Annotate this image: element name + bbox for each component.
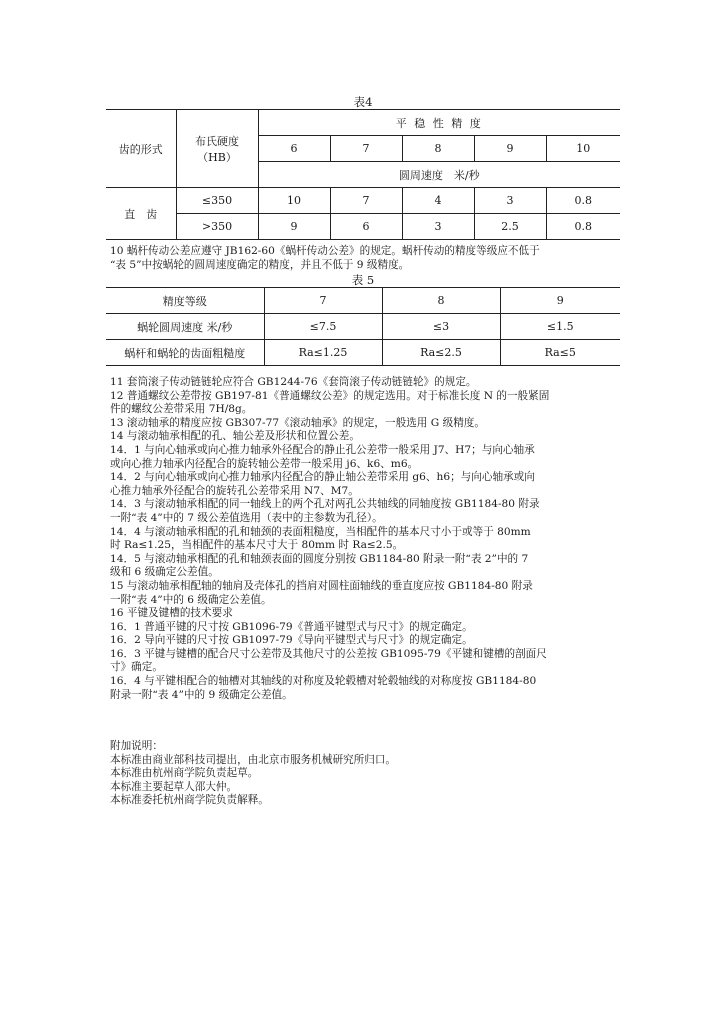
- text-line: 11 套筒滚子传动链链轮应符合 GB1244-76《套筒滚子传动链链轮》的规定。: [110, 376, 477, 388]
- text-line: 一附“表 4”中的 6 级确定公差值。: [110, 593, 272, 606]
- table4-cell: 2.5: [474, 214, 546, 240]
- text-line: 心推力轴承外径配合的旋转孔公差带采用 N7、M7。: [110, 484, 359, 497]
- clause-10: [110, 245, 618, 272]
- table5-row-label: 蜗轮圆周速度 米/秒: [106, 314, 264, 340]
- table4-cell: 0.8: [546, 214, 620, 240]
- text-line: 寸》确定。: [110, 661, 163, 674]
- table4-grade: 6: [258, 136, 330, 162]
- text-line: 10 蜗杆传动公差应遵守 JB162-60《蜗杆传动公差》的规定。蜗杆传动的精度等级应不低于: [110, 245, 540, 257]
- text-line: 15 与滚动轴承相配轴的轴肩及壳体孔的挡肩对圆柱面轴线的垂直度应按 GB1184-80 附录: [110, 579, 533, 592]
- table5-cell: 8: [382, 288, 500, 314]
- table5-cell: ≤1.5: [500, 314, 620, 340]
- table4-col-hardness-line1: 布氏硬度: [195, 134, 239, 148]
- additional-notes: [110, 740, 618, 808]
- table4-grade: 8: [402, 136, 474, 162]
- table4-cell: 10: [258, 188, 330, 214]
- text-line: 16．4 与平键相配合的轴槽对其轴线的对称度及轮毂槽对轮毂轴线的对称度按 GB1184-80: [110, 675, 537, 688]
- table4-col-hardness-line2: （HB）: [197, 150, 237, 164]
- text-line: 14．1 与向心轴承或向心推力轴承外径配合的静止孔公差带一般采用 J7、H7；与向心轴承: [110, 443, 535, 456]
- text-line: 14 与滚动轴承相配的孔、轴公差及形状和位置公差。: [110, 430, 360, 443]
- text-line: 件的螺纹公差带采用 7H/8g。: [110, 403, 253, 416]
- text-line: 14．5 与滚动轴承相配的孔和轴颈表面的圆度分别按 GB1184-80 附录一附“表 2”中的 7: [110, 552, 529, 565]
- table4-cell: 6: [330, 214, 402, 240]
- table4-grade: 7: [330, 136, 402, 162]
- text-line: 16．1 普通平键的尺寸按 GB1096-79《普通平键型式与尺寸》的规定确定。: [110, 620, 473, 633]
- text-line: 一附“表 4”中的 7 级公差值选用（表中的主参数为孔径）。: [110, 511, 383, 524]
- text-line: 本标准主要起草人邵大仲。: [110, 780, 238, 793]
- table4-speed-label: 圆周速度 米/秒: [258, 162, 620, 188]
- table4-grade: 10: [546, 136, 620, 162]
- text-line: “表 5”中按蜗轮的圆周速度确定的精度，并且不低于 9 级精度。: [110, 258, 410, 271]
- table5-row-label: 蜗杆和蜗轮的齿面粗糙度: [106, 340, 264, 366]
- text-line: 16．3 平键与键槽的配合尺寸公差带及其他尺寸的公差按 GB1095-79《平键和键槽的剖面尺: [110, 647, 547, 660]
- table4-hardness: ≤350: [176, 188, 258, 214]
- table5-cell: ≤3: [382, 314, 500, 340]
- table4: [106, 109, 620, 240]
- table5-cell: ≤7.5: [264, 314, 382, 340]
- table5-cell: Ra≤2.5: [382, 340, 500, 366]
- text-line: 本标准由杭州商学院负责起草。: [110, 767, 259, 780]
- table4-col-hardness: [176, 110, 258, 188]
- text-line: 时 Ra≤1.25，当相配件的基本尺寸大于 80mm 时 Ra≤2.5。: [110, 539, 404, 552]
- table5-row-label: 精度等级: [106, 288, 264, 314]
- table5-cell: 9: [500, 288, 620, 314]
- table5: [106, 287, 620, 366]
- text-line: 14．4 与滚动轴承相配的孔和轴颈的表面粗糙度，当相配件的基本尺寸小于或等于 80mm: [110, 525, 531, 538]
- notes-heading: 附加说明：: [110, 740, 163, 752]
- table4-hardness: >350: [176, 214, 258, 240]
- text-line: 16 平键及键槽的技术要求: [110, 607, 233, 620]
- table4-cell: 7: [330, 188, 402, 214]
- text-line: 或向心推力轴承内径配合的旋转轴公差带一般采用 j6、k6、m6。: [110, 457, 419, 470]
- table4-cell: 3: [474, 188, 546, 214]
- text-line: 13 滚动轴承的精度应按 GB307-77《滚动轴承》的规定，一般选用 G 级精度。: [110, 416, 485, 429]
- table5-cell: 7: [264, 288, 382, 314]
- table4-row-group: 直 齿: [106, 188, 176, 240]
- table4-cell: 4: [402, 188, 474, 214]
- table4-cell: 9: [258, 214, 330, 240]
- text-line: 本标准委托杭州商学院负责解释。: [110, 794, 269, 807]
- text-line: 本标准由商业部科技司提出，由北京市服务机械研究所归口。: [110, 753, 397, 766]
- table4-group-header: 平 稳 性 精 度: [258, 110, 620, 136]
- text-line: 级和 6 级确定公差值。: [110, 566, 219, 579]
- table5-caption: 表 5: [351, 273, 375, 287]
- table4-cell: 3: [402, 214, 474, 240]
- text-line: 14．3 与滚动轴承相配的同一轴线上的两个孔对两孔公共轴线的同轴度按 GB1184-80 附录: [110, 498, 540, 511]
- table5-cell: Ra≤5: [500, 340, 620, 366]
- text-line: 附录一附“表 4”中的 9 级确定公差值。: [110, 688, 293, 701]
- text-line: 16．2 导向平键的尺寸按 GB1097-79《导向平键型式与尺寸》的规定确定。: [110, 634, 473, 647]
- table5-cell: Ra≤1.25: [264, 340, 382, 366]
- text-line: 12 普通螺纹公差带按 GB197-81《普通螺纹公差》的规定选用。对于标准长度 N 的一般紧固: [110, 389, 550, 402]
- clauses-body: [110, 376, 618, 702]
- table4-col-form: 齿的形式: [118, 142, 163, 156]
- table4-caption: 表4: [353, 95, 373, 109]
- table4-grade: 9: [474, 136, 546, 162]
- table4-cell: 0.8: [546, 188, 620, 214]
- text-line: 14．2 与向心轴承或向心推力轴承内径配合的静止轴公差带采用 g6、h6；与向心轴承或向: [110, 471, 535, 484]
